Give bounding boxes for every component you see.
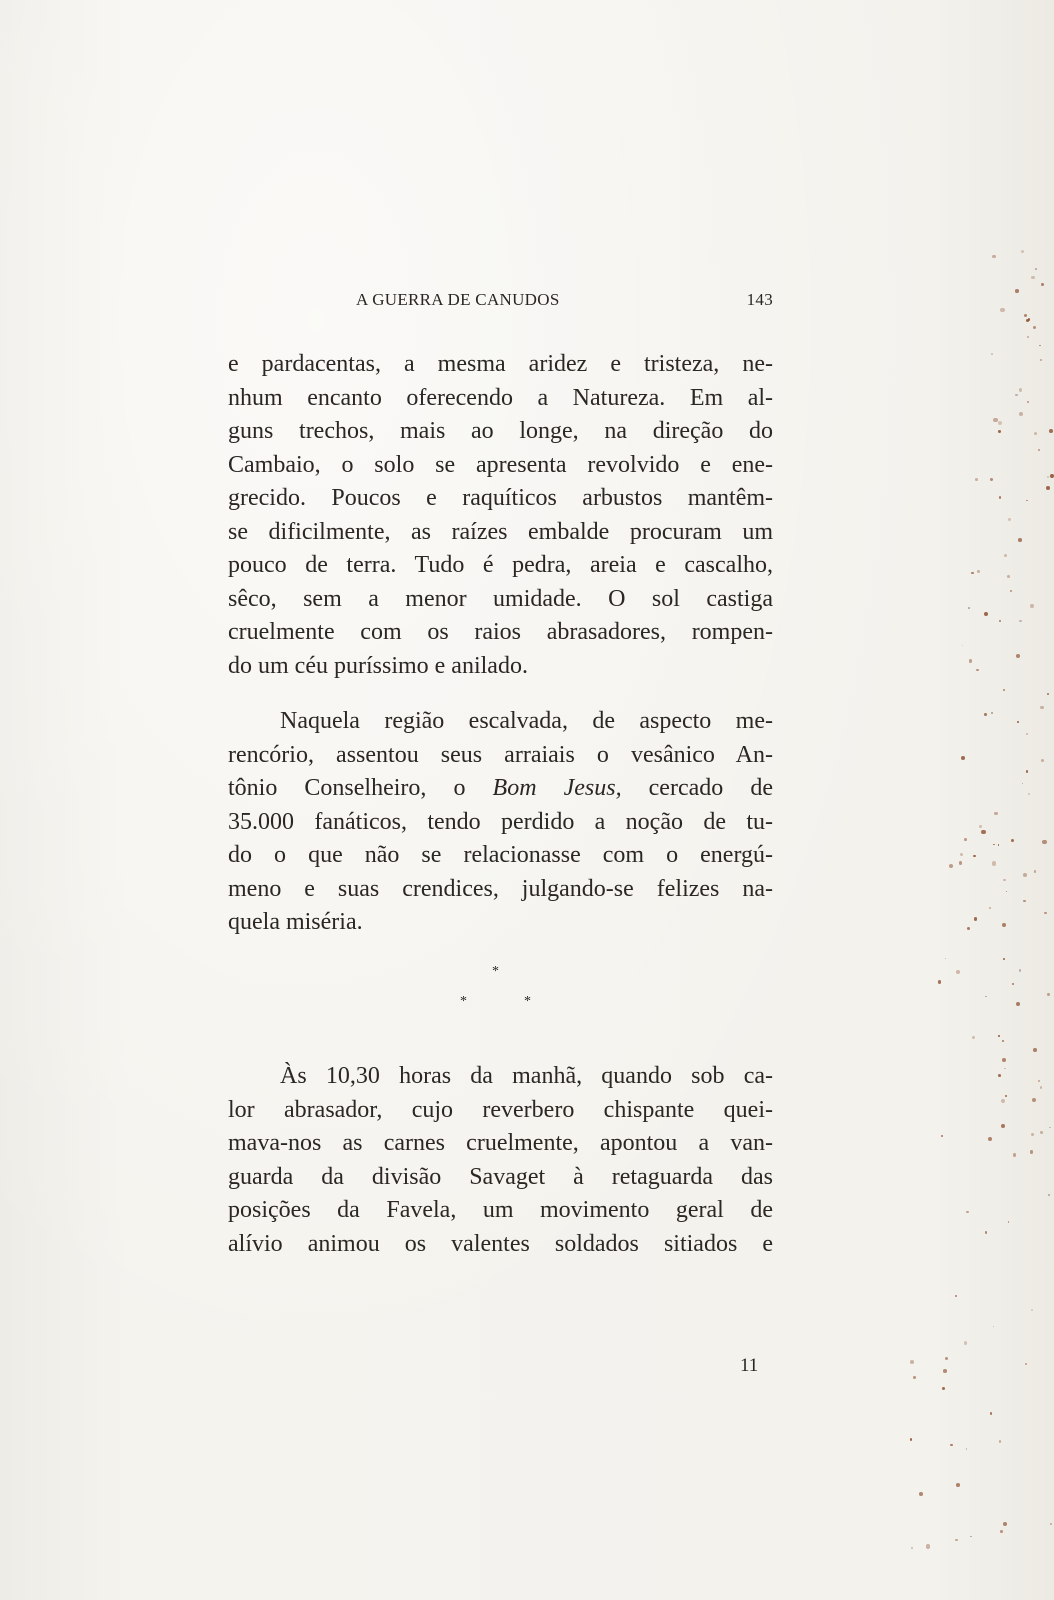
- foxing-speckle: [945, 1357, 948, 1360]
- foxing-speckle: [955, 1539, 958, 1542]
- foxing-speckle: [956, 970, 960, 974]
- foxing-speckle: [913, 1376, 916, 1379]
- foxing-speckle: [962, 645, 964, 647]
- foxing-speckle: [1024, 314, 1028, 318]
- page-number: 143: [746, 290, 773, 309]
- text-line: se dificilmente, as raízes embalde procuram um: [228, 518, 773, 545]
- foxing-speckle: [1040, 359, 1042, 361]
- foxing-speckle: [1015, 289, 1019, 293]
- foxing-speckle: [1019, 969, 1022, 972]
- foxing-speckle: [975, 478, 978, 481]
- foxing-speckle: [1050, 474, 1054, 478]
- foxing-speckle: [1040, 706, 1044, 710]
- foxing-speckle: [976, 669, 979, 672]
- foxing-speckle: [964, 838, 967, 841]
- foxing-speckle: [1003, 958, 1005, 960]
- text-line: guarda da divisão Savaget à retaguarda das: [228, 1163, 773, 1190]
- text-line: 35.000 fanáticos, tendo perdido a noção de tu-: [228, 808, 773, 835]
- foxing-speckle: [967, 927, 970, 930]
- foxing-speckle: [1016, 654, 1020, 658]
- foxing-speckle: [910, 1438, 913, 1441]
- foxing-speckle: [998, 1074, 1001, 1077]
- foxing-speckle: [961, 756, 965, 760]
- foxing-speckle: [1010, 590, 1012, 592]
- foxing-speckle: [998, 1035, 1000, 1037]
- text-line: do o que não se relacionasse com o energú-: [228, 842, 773, 868]
- paragraph-gap: [228, 683, 773, 705]
- foxing-speckle: [959, 861, 962, 864]
- italic-phrase: Bom Jesus,: [492, 775, 622, 801]
- text-fragment: tônio Conselheiro, o: [228, 775, 493, 801]
- foxing-speckle: [1008, 1221, 1010, 1223]
- foxing-speckle: [1040, 1131, 1043, 1134]
- foxing-speckle: [992, 255, 995, 258]
- separator-star: *: [460, 994, 467, 1009]
- foxing-speckle: [966, 1448, 968, 1450]
- text-line: alívio animou os valentes soldados sitiados e: [228, 1230, 773, 1257]
- text-line: sêco, sem a menor umidade. O sol castiga: [228, 585, 773, 612]
- foxing-speckle: [1049, 429, 1053, 433]
- foxing-speckle: [966, 1211, 968, 1213]
- text-line: guns trechos, mais ao longe, na direção do: [228, 418, 773, 444]
- foxing-speckle: [974, 917, 978, 921]
- foxing-speckle: [1038, 1080, 1040, 1082]
- foxing-speckle: [972, 1036, 975, 1039]
- foxing-speckle: [926, 1544, 930, 1548]
- foxing-speckle: [1021, 250, 1024, 253]
- foxing-speckle: [964, 1341, 967, 1344]
- foxing-speckle: [1000, 308, 1004, 312]
- foxing-speckle: [979, 825, 983, 829]
- foxing-speckle: [1032, 1098, 1036, 1102]
- foxing-speckle: [1041, 759, 1044, 762]
- foxing-speckle: [1018, 538, 1022, 542]
- foxing-speckle: [1001, 1099, 1005, 1103]
- foxing-speckle: [1049, 1127, 1051, 1129]
- foxing-speckle: [910, 1360, 914, 1364]
- foxing-speckle: [1017, 721, 1019, 723]
- foxing-speckle: [1030, 604, 1034, 608]
- text-line: meno e suas crendices, julgando-se felizes na-: [228, 875, 773, 902]
- foxing-speckle: [943, 1369, 947, 1373]
- foxing-speckle: [1031, 276, 1034, 279]
- foxing-speckle: [956, 1483, 960, 1487]
- foxing-speckle: [1044, 912, 1046, 914]
- foxing-speckle: [919, 1492, 923, 1496]
- foxing-speckle: [984, 713, 987, 716]
- foxing-speckle: [985, 1231, 987, 1233]
- foxing-speckle: [1038, 449, 1040, 451]
- foxing-speckle: [1028, 793, 1031, 796]
- foxing-speckle: [981, 830, 985, 834]
- foxing-speckle: [970, 1536, 972, 1538]
- text-line: e pardacentas, a mesma aridez e tristeza, ne-: [228, 351, 773, 377]
- foxing-speckle: [1019, 620, 1021, 622]
- foxing-speckle: [1048, 1194, 1050, 1196]
- foxing-speckle: [938, 980, 941, 983]
- foxing-speckle: [1025, 1363, 1028, 1366]
- foxing-speckle: [1039, 345, 1041, 347]
- foxing-speckle: [977, 570, 980, 573]
- foxing-speckle: [998, 430, 1001, 433]
- text-line: lor abrasador, cujo reverbero chispante quei-: [228, 1096, 773, 1123]
- foxing-speckle: [1028, 318, 1031, 321]
- text-line: grecido. Poucos e raquíticos arbustos mantêm-: [228, 485, 773, 511]
- foxing-speckle: [988, 1137, 992, 1141]
- foxing-speckle: [1016, 1002, 1020, 1006]
- foxing-speckle: [990, 478, 993, 481]
- foxing-speckle: [993, 1326, 995, 1328]
- foxing-speckle: [1026, 733, 1028, 735]
- text-line: pouco de terra. Tudo é pedra, areia e cascalho,: [228, 552, 773, 578]
- paragraph-2: [228, 705, 773, 940]
- foxing-speckle: [1026, 770, 1028, 772]
- running-head: [228, 290, 773, 312]
- foxing-speckle: [911, 1547, 913, 1549]
- foxing-speckle: [1033, 326, 1036, 329]
- foxing-speckle: [1002, 923, 1006, 927]
- foxing-speckle: [973, 855, 976, 858]
- foxing-speckle: [1040, 1086, 1043, 1089]
- foxing-speckle: [993, 418, 997, 422]
- text-line: do um céu puríssimo e anilado.: [228, 652, 528, 679]
- foxing-speckle: [994, 812, 998, 816]
- separator-star: *: [492, 964, 499, 979]
- text-line: Cambaio, o solo se apresenta revolvido e ene-: [228, 451, 773, 478]
- foxing-speckle: [1003, 879, 1006, 882]
- foxing-speckle: [1041, 283, 1045, 287]
- foxing-speckle: [1001, 1124, 1005, 1128]
- text-line: quela miséria.: [228, 909, 363, 935]
- foxing-speckle: [955, 1295, 957, 1297]
- foxing-speckle: [1022, 783, 1024, 785]
- foxing-speckle: [1002, 1058, 1006, 1062]
- text-line: Naquela região escalvada, de aspecto me-: [280, 708, 773, 734]
- section-separator: [440, 964, 560, 1014]
- text-line: rencório, assentou seus arraiais o vesânico An-: [228, 741, 773, 768]
- foxing-speckle: [1031, 1309, 1033, 1311]
- foxing-speckle: [950, 1444, 953, 1447]
- foxing-speckle: [968, 607, 970, 609]
- foxing-speckle: [1004, 1068, 1006, 1070]
- foxing-speckle: [1003, 1522, 1007, 1526]
- foxing-speckle: [971, 572, 973, 574]
- paragraph-3: [228, 1060, 773, 1261]
- foxing-speckle: [991, 353, 993, 355]
- paragraph-1: [228, 348, 773, 683]
- foxing-speckle: [985, 996, 987, 998]
- foxing-speckle: [1002, 1040, 1004, 1042]
- foxing-speckle: [941, 1135, 943, 1137]
- foxing-speckle: [990, 1412, 993, 1415]
- foxing-speckle: [1034, 870, 1037, 873]
- foxing-speckle: [1046, 486, 1050, 490]
- foxing-speckle: [1012, 983, 1014, 985]
- foxing-speckle: [1003, 689, 1005, 691]
- signature-number: 11: [740, 1355, 759, 1376]
- text-line: Às 10,30 horas da manhã, quando sob ca-: [280, 1063, 773, 1089]
- foxing-speckle: [989, 907, 991, 909]
- text-line: posições da Favela, um movimento geral de: [228, 1197, 773, 1223]
- foxing-speckle: [1004, 554, 1007, 557]
- foxing-speckle: [1030, 1150, 1033, 1153]
- foxing-speckle: [1047, 993, 1049, 995]
- text-line: nhum encanto oferecendo a Natureza. Em al-: [228, 384, 773, 411]
- foxing-speckle: [1035, 268, 1037, 270]
- foxing-speckle: [1047, 476, 1049, 478]
- foxing-speckle: [1019, 412, 1023, 416]
- foxing-speckle: [949, 864, 953, 868]
- foxing-speckle: [945, 958, 947, 960]
- foxing-speckle: [1006, 891, 1008, 893]
- text-line-with-italic: [228, 772, 773, 806]
- foxing-speckle: [998, 844, 1000, 846]
- separator-star: *: [524, 994, 531, 1009]
- foxing-speckle: [984, 612, 988, 616]
- foxing-speckle: [1026, 500, 1028, 502]
- foxing-speckle: [942, 1387, 945, 1390]
- foxing-speckle: [1015, 394, 1018, 397]
- foxing-speckle: [1007, 575, 1010, 578]
- foxing-speckle: [999, 496, 1001, 498]
- foxing-speckle: [999, 1440, 1001, 1442]
- foxing-speckle: [1000, 1530, 1003, 1533]
- foxing-speckle: [992, 861, 996, 865]
- text-fragment: cercado de: [621, 775, 773, 801]
- foxing-speckle: [1033, 1048, 1037, 1052]
- body-text: [228, 348, 773, 940]
- text-line: cruelmente com os raios abrasadores, rompen-: [228, 619, 773, 645]
- foxing-speckle: [1023, 900, 1026, 903]
- text-line: mava-nos as carnes cruelmente, apontou a van-: [228, 1130, 773, 1156]
- foxing-speckle: [1013, 1153, 1017, 1157]
- foxing-speckle: [1042, 840, 1046, 844]
- foxing-speckle: [1027, 401, 1029, 403]
- foxing-speckle: [1047, 693, 1049, 695]
- foxing-speckle: [1019, 388, 1023, 392]
- foxing-speckle: [1023, 873, 1027, 877]
- foxing-speckle: [969, 659, 972, 662]
- foxing-speckle: [991, 712, 993, 714]
- foxing-speckle: [1005, 1095, 1007, 1097]
- running-title: A GUERRA DE CANUDOS: [356, 290, 560, 309]
- foxing-speckle: [1034, 432, 1037, 435]
- foxing-speckle: [1008, 518, 1010, 520]
- foxing-speckle: [1011, 839, 1014, 842]
- foxing-speckle: [1031, 1133, 1035, 1137]
- foxing-speckle: [993, 844, 995, 846]
- foxing-speckle: [999, 620, 1001, 622]
- foxing-speckle: [1050, 1523, 1052, 1525]
- foxing-speckle: [1027, 336, 1029, 338]
- foxing-speckle: [998, 421, 1002, 425]
- foxing-speckle: [960, 853, 963, 856]
